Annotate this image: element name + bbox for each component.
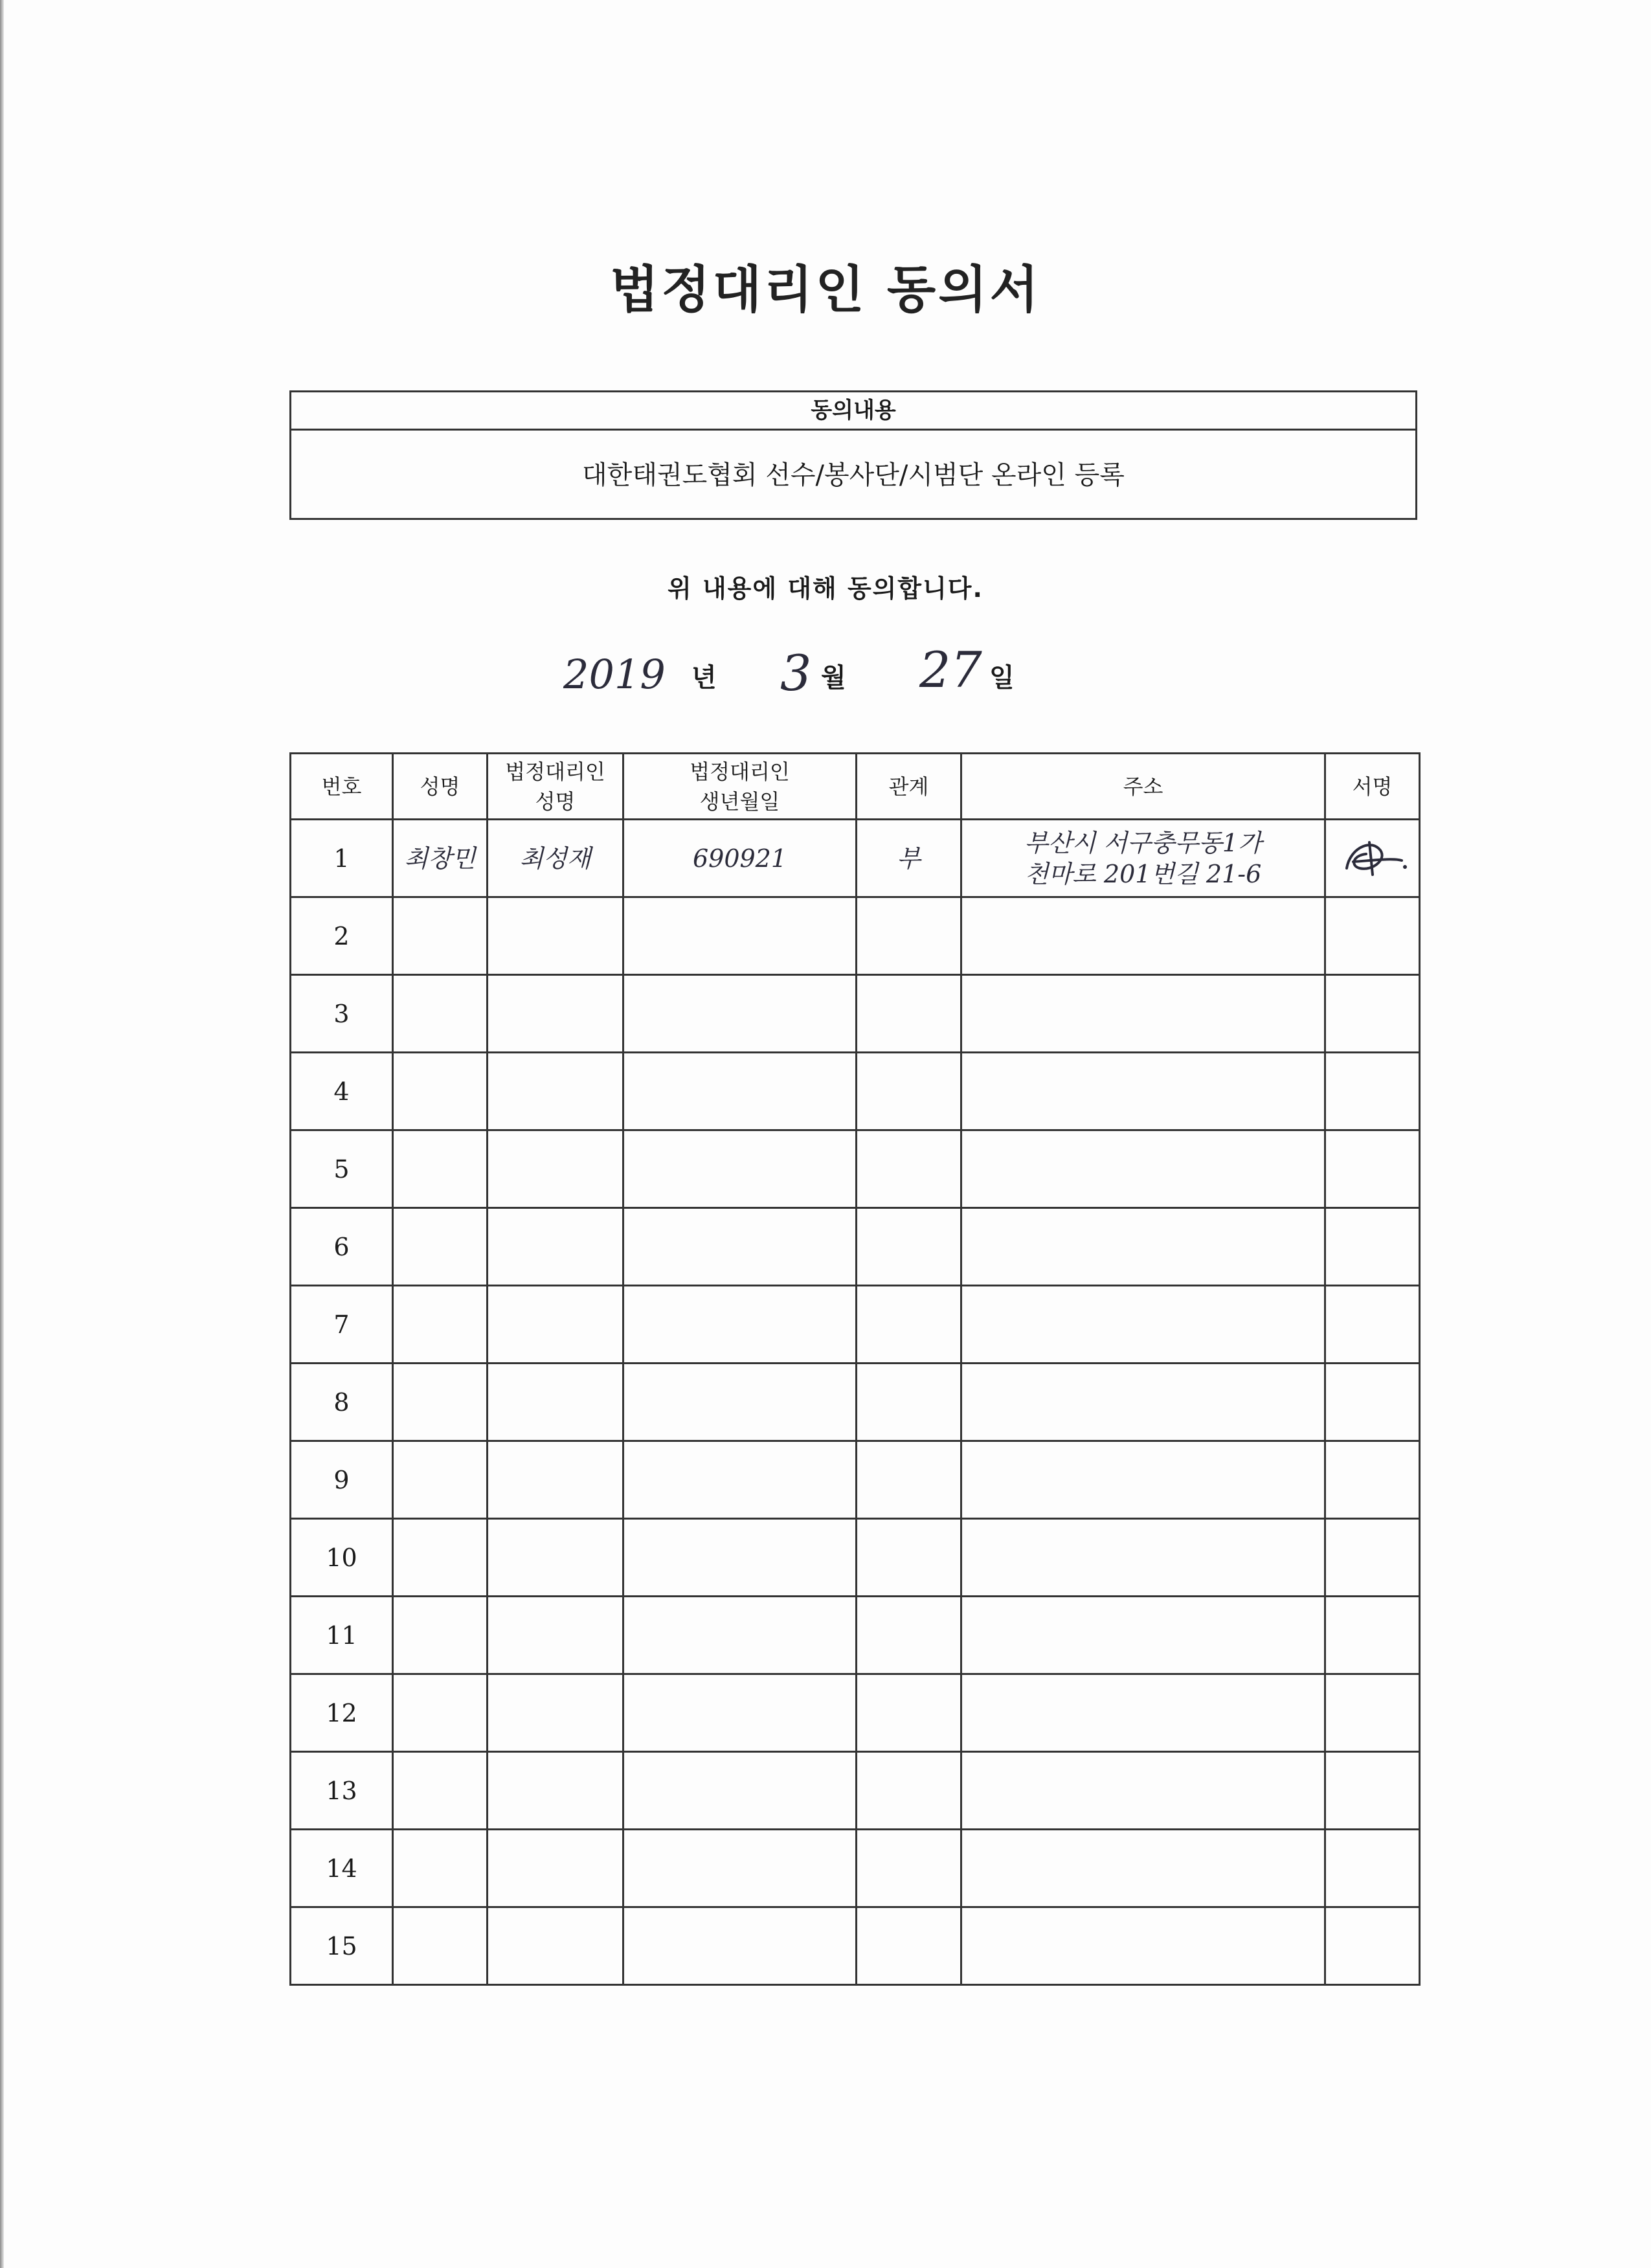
cell-address (961, 897, 1325, 975)
cell-guardian-birth (623, 1286, 857, 1364)
cell-guardian-name (488, 1286, 623, 1364)
cell-signature (1325, 975, 1420, 1053)
cell-name (393, 1674, 488, 1752)
cell-address (961, 1053, 1325, 1130)
cell-signature (1325, 1907, 1420, 1985)
cell-relation (857, 1130, 961, 1208)
table-row (291, 1364, 1420, 1441)
cell-address (961, 1907, 1325, 1985)
cell-guardian-birth (623, 1053, 857, 1130)
row-number: 5 (291, 1130, 393, 1208)
cell-relation (857, 1286, 961, 1364)
cell-guardian-birth (623, 1674, 857, 1752)
cell-guardian-name (488, 1907, 623, 1985)
cell-address (961, 1441, 1325, 1519)
cell-relation (857, 1208, 961, 1286)
table-header-row (291, 754, 1420, 820)
row-number: 12 (291, 1674, 393, 1752)
date-month-unit: 월 (821, 663, 846, 693)
cell-guardian-birth (623, 1130, 857, 1208)
row-number: 11 (291, 1597, 393, 1674)
cell-signature (1325, 1053, 1420, 1130)
table-row (291, 1053, 1420, 1130)
cell-guardian-birth (623, 1752, 857, 1830)
cell-name (393, 1519, 488, 1597)
row-number: 4 (291, 1053, 393, 1130)
cell-guardian-birth: 690921 (623, 820, 857, 897)
cell-name (393, 975, 488, 1053)
table-row (291, 1441, 1420, 1519)
row-number: 1 (291, 820, 393, 897)
cell-relation (857, 1830, 961, 1907)
guardian-table (289, 752, 1421, 1986)
cell-name (393, 1130, 488, 1208)
cell-relation (857, 897, 961, 975)
date-month-value: 3 (780, 644, 812, 702)
cell-guardian-birth (623, 1830, 857, 1907)
cell-signature (1325, 1519, 1420, 1597)
document-title: 법정대리인 동의서 (610, 260, 1041, 319)
cell-guardian-birth (623, 1907, 857, 1985)
row-number: 15 (291, 1907, 393, 1985)
cell-signature (1325, 1208, 1420, 1286)
cell-name (393, 1830, 488, 1907)
cell-guardian-name (488, 1830, 623, 1907)
cell-guardian-name (488, 1441, 623, 1519)
cell-guardian-birth (623, 897, 857, 975)
cell-name (393, 1364, 488, 1441)
cell-guardian-name (488, 1752, 623, 1830)
agree-statement: 위 내용에 대해 동의합니다. (668, 574, 983, 603)
table-row (291, 1208, 1420, 1286)
cell-guardian-name (488, 897, 623, 975)
cell-relation (857, 1364, 961, 1441)
cell-name (393, 1286, 488, 1364)
cell-address (961, 1597, 1325, 1674)
table-row (291, 897, 1420, 975)
date-day-unit: 일 (989, 663, 1015, 693)
table-row (291, 820, 1420, 897)
cell-name (393, 1907, 488, 1985)
cell-guardian-name (488, 1130, 623, 1208)
cell-address (961, 1208, 1325, 1286)
cell-guardian-name (488, 1519, 623, 1597)
cell-name (393, 897, 488, 975)
cell-guardian-birth (623, 1441, 857, 1519)
row-number: 9 (291, 1441, 393, 1519)
date-year-value: 2019 (563, 651, 666, 698)
cell-guardian-birth (623, 1208, 857, 1286)
header-relation: 관계 (857, 754, 961, 820)
scan-edge (0, 0, 4, 2268)
cell-name (393, 1441, 488, 1519)
table-row (291, 1830, 1420, 1907)
cell-signature (1325, 1364, 1420, 1441)
cell-address (961, 1830, 1325, 1907)
cell-name (393, 1752, 488, 1830)
date-year-unit: 년 (691, 663, 717, 693)
consent-box (289, 390, 1417, 520)
cell-signature (1325, 1286, 1420, 1364)
table-row (291, 1130, 1420, 1208)
table-body (291, 820, 1420, 1985)
cell-relation (857, 1441, 961, 1519)
cell-relation (857, 1053, 961, 1130)
handwritten-signature (1334, 829, 1411, 881)
table-row (291, 1752, 1420, 1830)
cell-guardian-birth (623, 975, 857, 1053)
cell-signature (1325, 1674, 1420, 1752)
cell-signature (1325, 1130, 1420, 1208)
cell-address (961, 1674, 1325, 1752)
cell-name (393, 1053, 488, 1130)
cell-relation (857, 975, 961, 1053)
cell-signature (1325, 1597, 1420, 1674)
row-number: 2 (291, 897, 393, 975)
cell-signature (1325, 1830, 1420, 1907)
row-number: 6 (291, 1208, 393, 1286)
cell-address (961, 1752, 1325, 1830)
cell-relation: 부 (857, 820, 961, 897)
table-row (291, 975, 1420, 1053)
cell-address (961, 1130, 1325, 1208)
cell-signature (1325, 1441, 1420, 1519)
row-number: 8 (291, 1364, 393, 1441)
cell-guardian-name (488, 1674, 623, 1752)
header-guardian-birth: 법정대리인 생년월일 (623, 754, 857, 820)
cell-relation (857, 1674, 961, 1752)
cell-address (961, 1519, 1325, 1597)
cell-address (961, 1286, 1325, 1364)
date-day-value: 27 (919, 641, 982, 699)
row-number: 14 (291, 1830, 393, 1907)
cell-signature (1325, 1752, 1420, 1830)
row-number: 10 (291, 1519, 393, 1597)
cell-relation (857, 1752, 961, 1830)
row-number: 7 (291, 1286, 393, 1364)
cell-guardian-name (488, 1053, 623, 1130)
cell-name: 최창민 (393, 820, 488, 897)
table-row (291, 1519, 1420, 1597)
cell-name (393, 1208, 488, 1286)
cell-guardian-birth (623, 1364, 857, 1441)
cell-relation (857, 1907, 961, 1985)
cell-signature (1325, 897, 1420, 975)
header-signature: 서명 (1325, 754, 1420, 820)
cell-guardian-name (488, 1364, 623, 1441)
header-guardian-name: 법정대리인 성명 (488, 754, 623, 820)
table-row (291, 1674, 1420, 1752)
consent-header: 동의내용 (291, 392, 1415, 431)
row-number: 3 (291, 975, 393, 1053)
table-row (291, 1286, 1420, 1364)
header-name: 성명 (393, 754, 488, 820)
table-row (291, 1597, 1420, 1674)
cell-guardian-name (488, 1208, 623, 1286)
consent-body: 대한태권도협회 선수/봉사단/시범단 온라인 등록 (582, 460, 1125, 490)
cell-signature (1325, 820, 1420, 897)
cell-guardian-birth (623, 1519, 857, 1597)
header-address: 주소 (961, 754, 1325, 820)
cell-guardian-name (488, 1597, 623, 1674)
cell-guardian-birth (623, 1597, 857, 1674)
cell-name (393, 1597, 488, 1674)
cell-relation (857, 1597, 961, 1674)
cell-relation (857, 1519, 961, 1597)
table-row (291, 1907, 1420, 1985)
cell-guardian-name (488, 975, 623, 1053)
cell-guardian-name: 최성재 (488, 820, 623, 897)
header-no: 번호 (291, 754, 393, 820)
cell-address: 부산시 서구충무동1가 천마로 201번길 21-6 (961, 820, 1325, 897)
row-number: 13 (291, 1752, 393, 1830)
cell-address (961, 1364, 1325, 1441)
cell-address (961, 975, 1325, 1053)
